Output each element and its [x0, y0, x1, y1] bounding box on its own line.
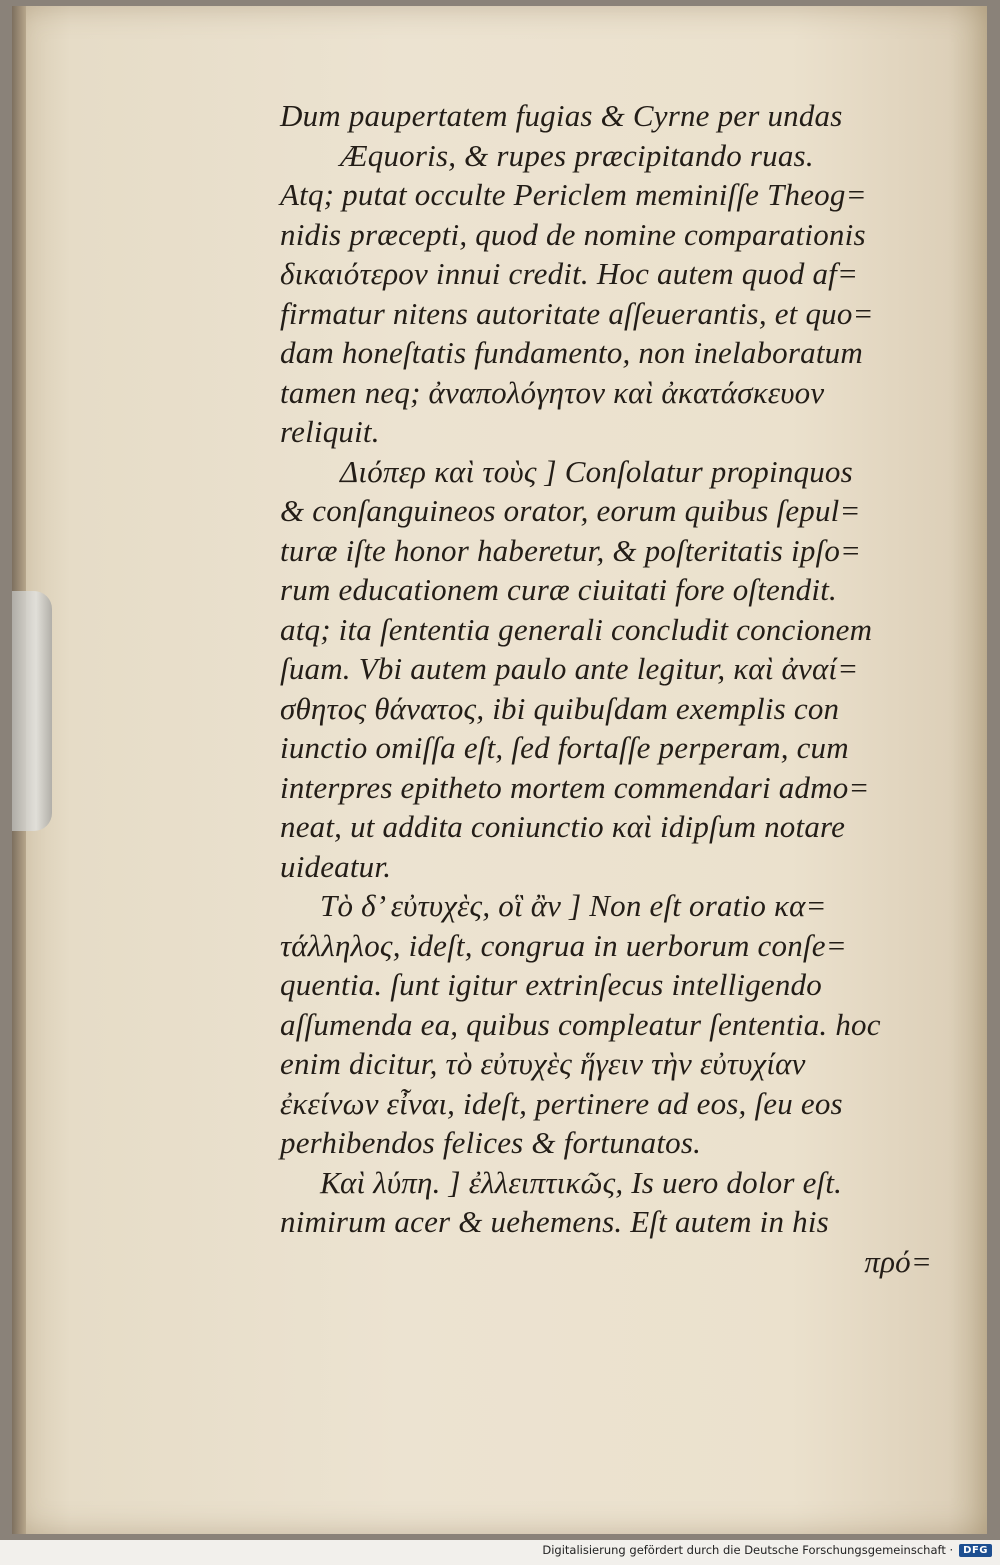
text-line: nidis præcepti, quod de nomine comparationis: [280, 216, 866, 252]
text-line: reliquit.: [280, 414, 380, 449]
text-line: Διόπερ καὶ τοὺς ] Conſolatur propinquos: [340, 453, 853, 489]
text-line: ἐκείνων εἶναι, ideſt, pertinere ad eos, ſeu eos: [280, 1085, 843, 1121]
page-clip: [12, 591, 52, 831]
footer-credit: Digitalisierung gefördert durch die Deutsche Forschungsgemeinschaft ·: [542, 1543, 954, 1557]
text-line: Atq; putat occulte Periclem meminiſſe Theog=: [280, 177, 867, 212]
text-line: quentia. ſunt igitur extrinſecus intelligendo: [280, 967, 822, 1002]
text-line: perhibendos felices & fortunatos.: [280, 1125, 702, 1160]
page-text: [280, 96, 940, 1281]
text-line: iunctio omiſſa eſt, ſed fortaſſe perperam, cum: [280, 730, 849, 765]
text-line: interpres epitheto mortem commendari admo=: [280, 769, 870, 805]
digitization-footer: [542, 1541, 992, 1559]
text-line: Καὶ λύπη. ] ἐλλειπτικῶς, Is uero dolor eſt.: [320, 1164, 843, 1200]
text-line: nimirum acer & uehemens. Eſt autem in his: [280, 1204, 829, 1239]
catchword: πρό=: [864, 1243, 932, 1279]
text-line: ſuam. Vbi autem paulo ante legitur, καὶ ἀναί=: [280, 651, 859, 686]
text-line: & conſanguineos orator, eorum quibus ſepul=: [280, 493, 861, 528]
dfg-logo: DFG: [959, 1544, 992, 1557]
text-line: uideatur.: [280, 848, 392, 884]
text-line: rum educationem curæ ciuitati fore oſtendit.: [280, 572, 837, 607]
text-line: dam honeſtatis fundamento, non inelaboratum: [280, 335, 863, 370]
text-line: tamen neq; ἀναπολόγητον καὶ ἀκατάσκευον: [280, 374, 825, 410]
text-line: Dum paupertatem fugias & Cyrne per undas: [280, 98, 843, 133]
text-line: neat, ut addita coniunctio καὶ idipſum notare: [280, 809, 846, 844]
text-line: turæ iſte honor haberetur, & poſteritatis ipſo=: [280, 532, 862, 568]
text-line: σθητος θάνατος, ibi quibuſdam exemplis con: [280, 690, 840, 726]
text-line: δικαιότερον innui credit. Hoc autem quod af=: [280, 256, 859, 291]
text-line: aſſumenda ea, quibus compleatur ſententia. hoc: [280, 1006, 881, 1042]
text-line: Τὸ δ’ εὐτυχὲς, οἳ ἂν ] Non eſt oratio κα=: [320, 888, 827, 923]
text-line: Æquoris, & rupes præcipitando ruas.: [340, 137, 814, 173]
text-line: atq; ita ſententia generali concludit concionem: [280, 611, 873, 647]
text-line: firmatur nitens autoritate aſſeuerantis, et quo=: [280, 295, 874, 331]
text-line: τάλληλος, ideſt, congrua in uerborum conſe=: [280, 927, 847, 963]
text-line: enim dicitur, τὸ εὐτυχὲς ἥγειν τὴν εὐτυχίαν: [280, 1046, 806, 1081]
